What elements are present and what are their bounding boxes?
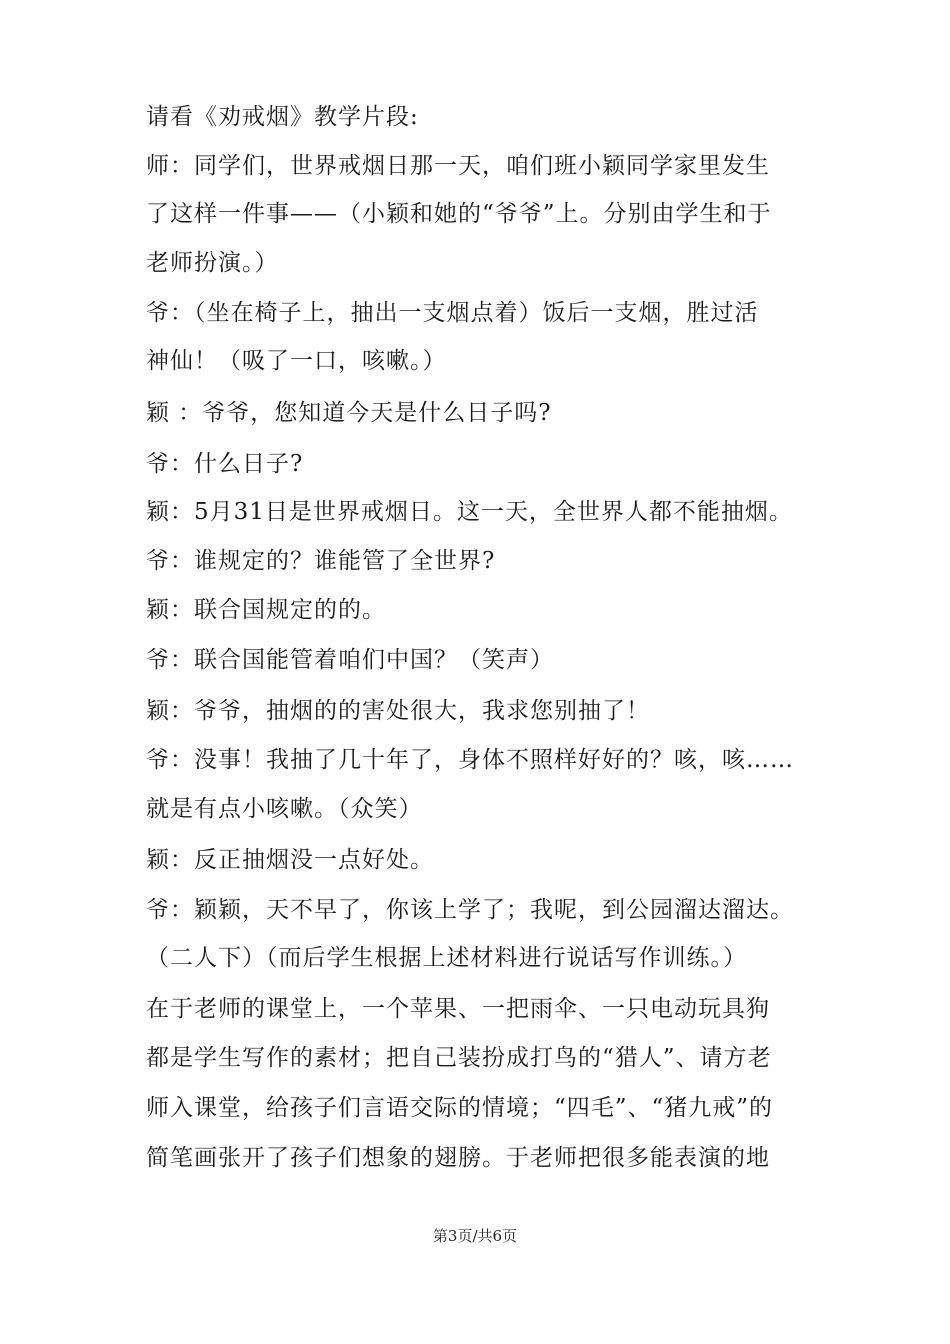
- text-line: 请看《劝戒烟》教学片段:: [146, 104, 419, 130]
- text-line: 在于老师的课堂上，一个苹果、一把雨伞、一只电动玩具狗: [146, 996, 770, 1022]
- text-line: （二人下）（而后学生根据上述材料进行说话写作训练。）: [146, 945, 747, 971]
- text-line: 就是有点小咳嗽。（众笑）: [146, 796, 423, 822]
- text-line: 师入课堂，给孩子们言语交际的情境；“四毛”、“猪九戒”的: [146, 1095, 774, 1121]
- text-line: 爷：（坐在椅子上，抽出一支烟点着）饭后一支烟，胜过活: [146, 300, 759, 326]
- text-line: 老师扮演。）: [146, 250, 279, 276]
- page-number-footer: 第3页/共6页: [432, 1227, 518, 1245]
- text-line: 爷：什么日子?: [146, 451, 304, 477]
- text-line: 颖：反正抽烟没一点好处。: [146, 847, 434, 873]
- text-line: 颖：5月31日是世界戒烟日。这一天，全世界人都不能抽烟。: [146, 499, 793, 525]
- text-line: 了这样一件事——（小颖和她的“爷爷”上。分别由学生和于: [146, 201, 772, 227]
- text-line: 都是学生写作的素材；把自己装扮成打鸟的“猎人”、请方老: [146, 1045, 772, 1071]
- text-line: 颖：联合国规定的的。: [146, 597, 386, 623]
- text-line: 爷：谁规定的？谁能管了全世界?: [146, 548, 496, 574]
- text-line: 颖：爷爷，抽烟的的害处很大，我求您别抽了！: [146, 698, 650, 724]
- text-line: 简笔画张开了孩子们想象的翅膀。于老师把很多能表演的地: [146, 1145, 770, 1171]
- text-line: 爷：颖颖，天不早了，你该上学了；我呢，到公园溜达溜达。: [146, 897, 794, 923]
- text-line: 师：同学们，世界戒烟日那一天，咱们班小颖同学家里发生: [146, 153, 770, 179]
- text-line: 爷：没事！我抽了几十年了，身体不照样好好的？咳，咳……: [146, 747, 794, 773]
- text-line: 颖 ：爷爷，您知道今天是什么日子吗?: [146, 400, 552, 426]
- text-line: 神仙！（吸了一口，咳嗽。）: [146, 348, 447, 374]
- text-line: 爷：联合国能管着咱们中国？（笑声）: [146, 647, 554, 673]
